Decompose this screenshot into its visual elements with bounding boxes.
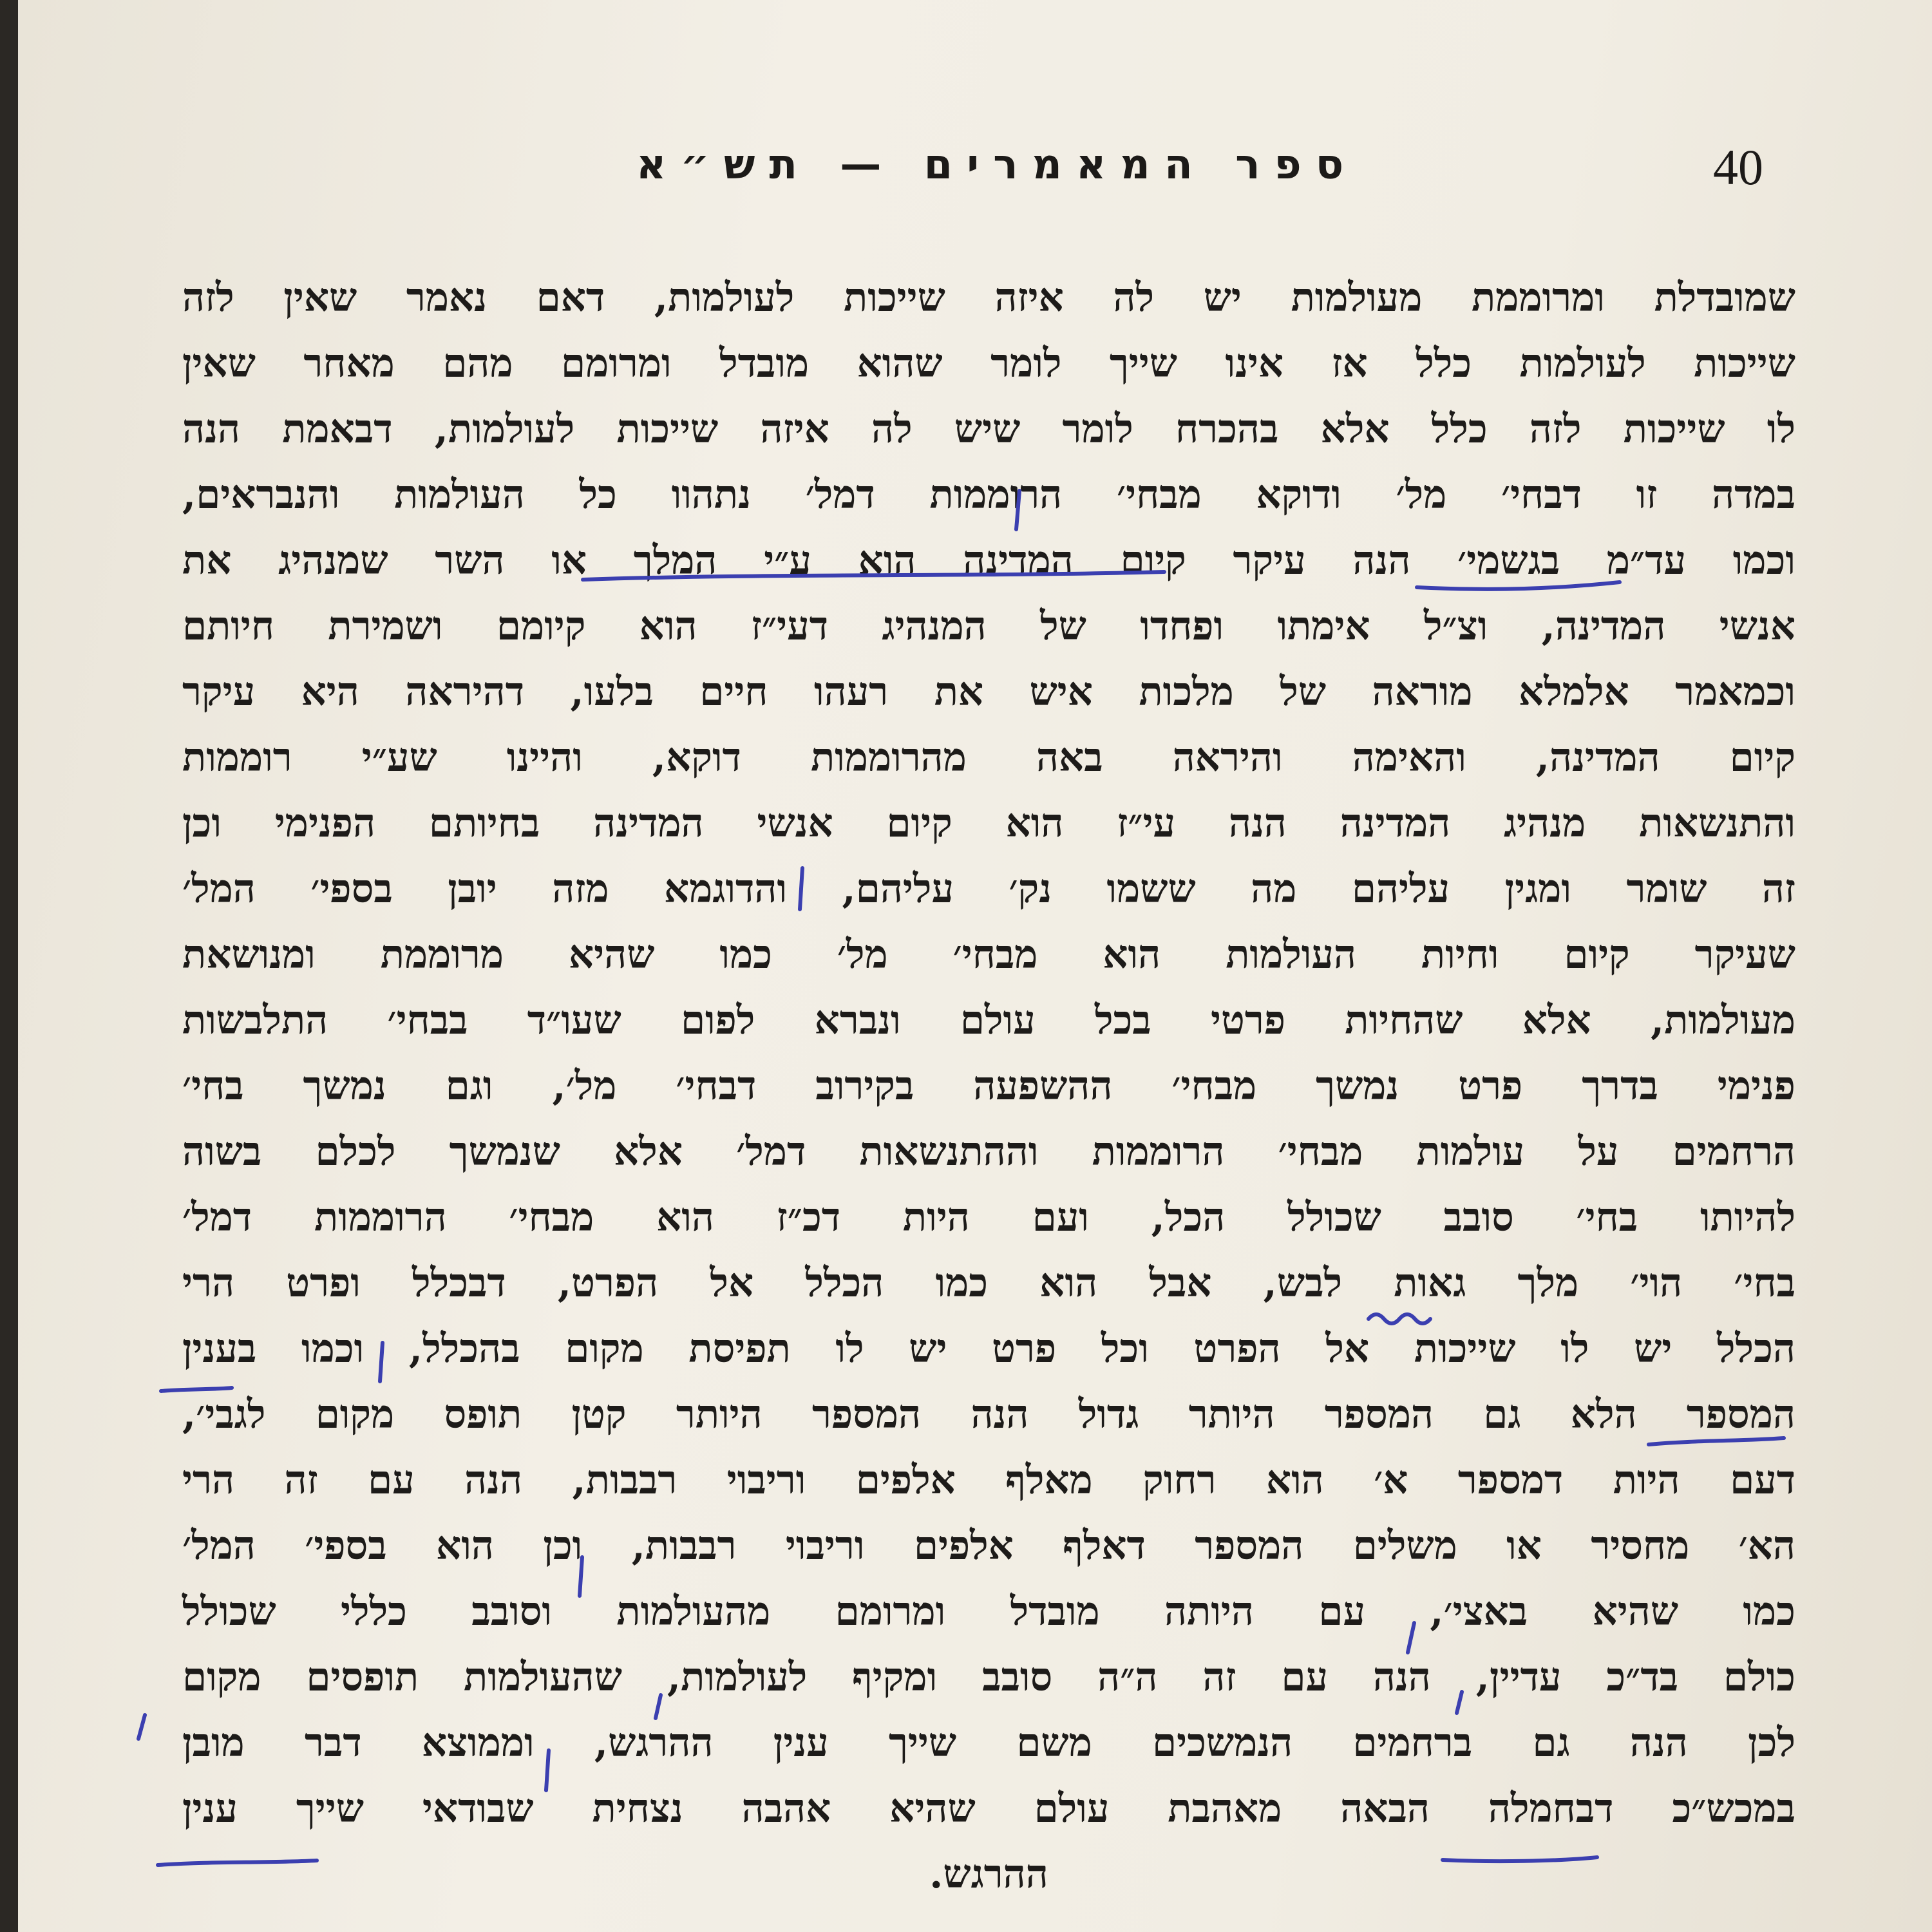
text-line: שמובדלת ומרוממת מעולמות יש לה איזה שייכות לעולמות, דאם נאמר שאין לזה	[182, 275, 1795, 321]
book-page	[18, 0, 1932, 1932]
text-line: שייכות לעולמות כלל אז אינו שייך לומר שהוא מובדל ומרומם מהם מאחר שאין	[182, 341, 1795, 386]
text-line: ההרגש.	[929, 1852, 1048, 1897]
text-line: לו שייכות לזה כלל אלא בהכרח לומר שיש לה איזה שייכות לעולמות, דבאמת הנה	[182, 406, 1795, 452]
running-title: ספר המאמרים — תש״א	[636, 141, 1358, 189]
body-text	[182, 265, 1795, 1908]
text-line: המספר הלא גם המספר היותר גדול הנה המספר היותר קטן תופס מקום לגבי׳,	[182, 1392, 1795, 1437]
text-line: כמו שהיא באצי׳, עם היותה מובדל ומרומם מהעולמות וסובב כללי שכולל	[182, 1589, 1795, 1634]
text-line: מעולמות, אלא שהחיות פרטי בכל עולם ונברא לפום שעו״ד בבחי׳ התלבשות	[182, 998, 1795, 1043]
text-line: אנשי המדינה, וצ״ל אימתו ופחדו של המנהיג דעי״ז הוא קיומם ושמירת חיותם	[182, 603, 1795, 649]
text-line: קיום המדינה, והאימה והיראה באה מהרוממות דוקא, והיינו שע״י רוממות	[182, 735, 1795, 781]
text-line: פנימי בדרך פרט נמשך מבחי׳ ההשפעה בקירוב דבחי׳ מל׳, וגם נמשך בחי׳	[182, 1063, 1795, 1109]
text-line: במדה זו דבחי׳ מל׳ ודוקא מבחי׳ הרוממות דמל׳ נתהוו כל העולמות והנבראים,	[182, 472, 1795, 518]
page-number: 40	[1713, 139, 1763, 195]
text-line: לכן הנה גם ברחמים הנמשכים משם שייך ענין ההרגש, וממוצא דבר מובן	[182, 1720, 1795, 1766]
text-line: להיותו בחי׳ סובב שכולל הכל, ועם היות דכ״ז הוא מבחי׳ הרוממות דמל׳	[182, 1195, 1795, 1240]
text-line: כולם בד״כ עדיין, הנה עם זה ה״ה סובב ומקיף לעולמות, שהעולמות תופסים מקום	[182, 1654, 1795, 1700]
text-line: הרחמים על עולמות מבחי׳ הרוממות וההתנשאות דמל׳ אלא שנמשך לכלם בשוה	[182, 1129, 1795, 1175]
text-line: וכמו עד״מ בגשמי׳ הנה עיקר קיום המדינה הוא ע״י המלך או השר שמנהיג את	[182, 538, 1795, 583]
page-header	[18, 132, 1932, 209]
text-line: בחי׳ הוי׳ מלך גאות לבש, אבל הוא כמו הכלל אל הפרט, דבכלל ופרט הרי	[182, 1260, 1795, 1306]
text-line: זה שומר ומגין עליהם מה ששמו נק׳ עליהם, והדוגמא מזה יובן בספי׳ המל׳	[182, 866, 1795, 912]
text-line: הכלל יש לו שייכות אל הפרט וכל פרט יש לו תפיסת מקום בהכלל, וכמו בענין	[182, 1326, 1795, 1372]
text-line: הא׳ מחסיר או משלים המספר דאלף אלפים וריבוי רבבות, וכן הוא בספי׳ המל׳	[182, 1523, 1795, 1569]
text-line: והתנשאות מנהיג המדינה הנה עי״ז הוא קיום אנשי המדינה בחיותם הפנימי וכן	[182, 800, 1795, 846]
text-line: וכמאמר אלמלא מוראה של מלכות איש את רעהו חיים בלעו, דהיראה היא עיקר	[182, 669, 1795, 715]
text-line: דעם היות דמספר א׳ הוא רחוק מאלף אלפים וריבוי רבבות, הנה עם זה הרי	[182, 1457, 1795, 1503]
text-line: שעיקר קיום וחיות העולמות הוא מבחי׳ מל׳ כמו שהיא מרוממת ומנושאת	[182, 932, 1795, 978]
text-line: במכש״כ דבחמלה הבאה מאהבת עולם שהיא אהבה נצחית שבודאי שייך ענין	[182, 1786, 1795, 1832]
